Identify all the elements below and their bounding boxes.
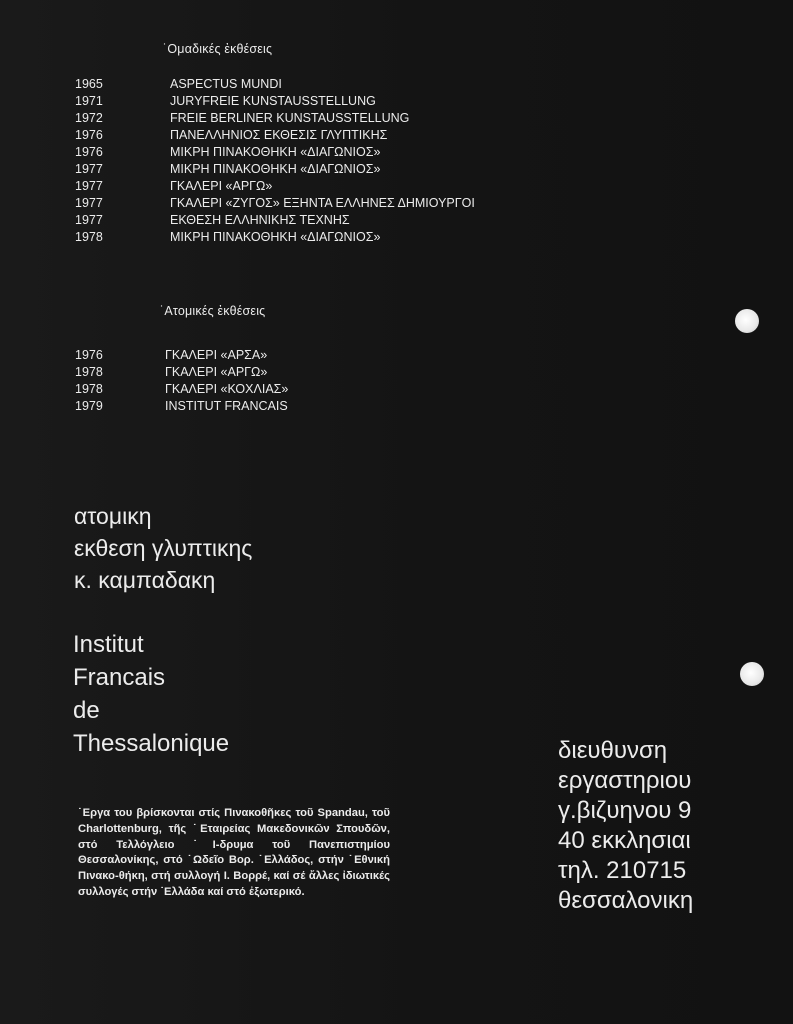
punch-hole <box>735 309 759 333</box>
venue-line: Institut <box>73 631 144 658</box>
group-exhibitions-heading: ˙Ομαδικές ἐκθέσεις <box>163 42 273 56</box>
exhibition-title: ΓΚΑΛΕΡΙ «ΖΥΓΟΣ» ΕΞΗΝΤΑ ΕΛΛΗΝΕΣ ΔΗΜΙΟΥΡΓΟΙ <box>170 196 475 210</box>
venue-line: Francais <box>73 664 166 691</box>
exhibition-year: 1978 <box>75 230 103 244</box>
exhibition-year: 1971 <box>75 94 103 108</box>
exhibition-title-line: εκθεση γλυπτικης <box>74 535 253 561</box>
exhibition-title: ΓΚΑΛΕΡΙ «ΑΡΓΩ» <box>165 365 268 379</box>
collections-note: ˙Εργα του βρίσκονται στίς Πινακοθῆκες τοῦ Spandau, τοῦ Charlottenburg, τῆς ˙Εταιρείας Μακεδονικῶν Σπουδῶν, στό Τελλόγλειο ˙Ι-δρυμα τοῦ Πανεπιστημίου Θεσσαλονίκης, στό ˙Ωδεῖο Βορ. ˙Ελλάδος, στήν ˙Εθνική Πινακο-θήκη, στή συλλογή Ι. Βορρέ, καί σέ ἄλλες ἰδιωτικές συλλογές στήν ˙Ελλάδα καί στό ἐξωτερικό. <box>78 807 390 898</box>
venue-line: Thessalonique <box>73 730 230 757</box>
exhibition-title: ΜΙΚΡΗ ΠΙΝΑΚΟΘΗΚΗ «ΔΙΑΓΩΝΙΟΣ» <box>170 162 381 176</box>
exhibition-title: FREIE BERLINER KUNSTAUSSTELLUNG <box>170 111 410 125</box>
exhibition-title: ΓΚΑΛΕΡΙ «ΑΡΣΑ» <box>165 348 268 362</box>
exhibition-title: ΕΚΘΕΣΗ ΕΛΛΗΝΙΚΗΣ ΤΕΧΝΗΣ <box>170 213 350 227</box>
exhibition-year: 1977 <box>75 162 103 176</box>
address-line: θεσσαλονικη <box>558 887 694 914</box>
address-line: γ.βιζυηνου 9 <box>558 797 692 824</box>
venue-line: de <box>73 697 100 724</box>
exhibition-title: ΜΙΚΡΗ ΠΙΝΑΚΟΘΗΚΗ «ΔΙΑΓΩΝΙΟΣ» <box>170 145 381 159</box>
exhibition-title: JURYFREIE KUNSTAUSSTELLUNG <box>170 94 376 108</box>
exhibition-title-line: ατομικη <box>74 503 152 529</box>
exhibition-year: 1979 <box>75 399 103 413</box>
exhibition-year: 1978 <box>75 382 103 396</box>
address-line: τηλ. 210715 <box>558 857 687 884</box>
exhibition-year: 1978 <box>75 365 103 379</box>
exhibition-year: 1976 <box>75 128 103 142</box>
exhibition-title: ASPECTUS MUNDI <box>170 77 282 91</box>
exhibition-title: INSTITUT FRANCAIS <box>165 399 288 413</box>
exhibition-year: 1965 <box>75 77 103 91</box>
exhibition-year: 1977 <box>75 196 103 210</box>
exhibition-title: ΜΙΚΡΗ ΠΙΝΑΚΟΘΗΚΗ «ΔΙΑΓΩΝΙΟΣ» <box>170 230 381 244</box>
exhibition-year: 1976 <box>75 145 103 159</box>
exhibition-year: 1977 <box>75 179 103 193</box>
exhibition-title: ΓΚΑΛΕΡΙ «ΑΡΓΩ» <box>170 179 273 193</box>
address-line: διευθυνση <box>558 737 668 764</box>
address-line: εργαστηριου <box>558 767 692 794</box>
address-line: 40 εκκλησιαι <box>558 827 691 854</box>
exhibition-year: 1977 <box>75 213 103 227</box>
punch-hole <box>740 662 764 686</box>
workshop-address <box>558 736 693 916</box>
exhibition-title: ΓΚΑΛΕΡΙ «ΚΟΧΛΙΑΣ» <box>165 382 289 396</box>
exhibition-year: 1972 <box>75 111 103 125</box>
exhibition-title-line: κ. καμπαδακη <box>74 567 216 593</box>
exhibition-title: ΠΑΝΕΛΛΗΝΙΟΣ ΕΚΘΕΣΙΣ ΓΛΥΠΤΙΚΗΣ <box>170 128 388 142</box>
exhibition-year: 1976 <box>75 348 103 362</box>
solo-exhibitions-heading: ˙Ατομικές ἐκθέσεις <box>160 304 266 318</box>
